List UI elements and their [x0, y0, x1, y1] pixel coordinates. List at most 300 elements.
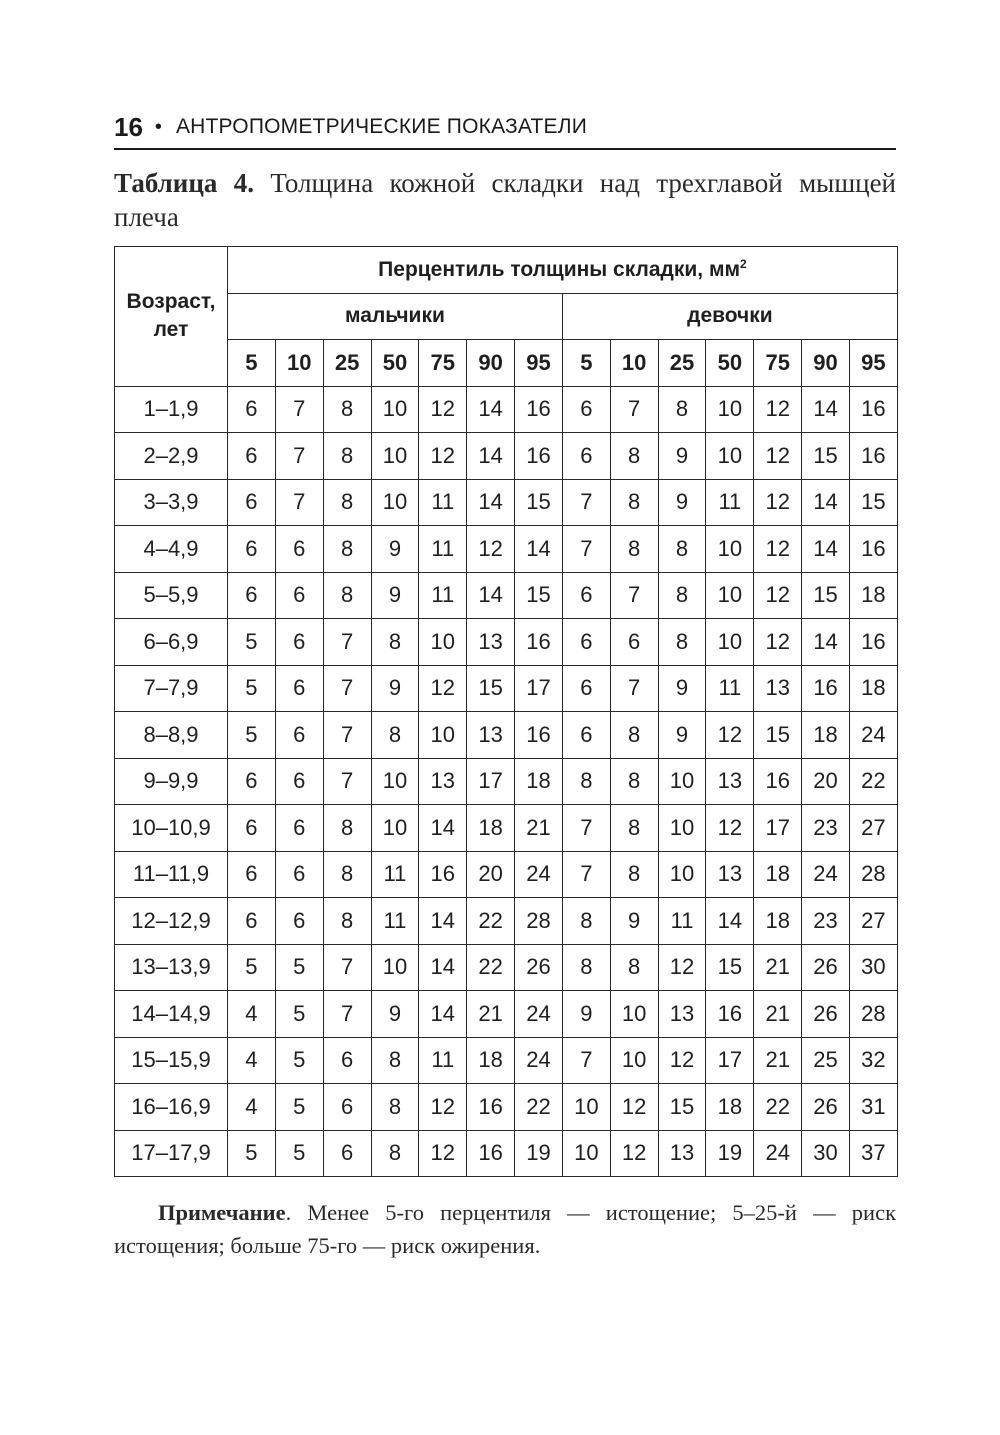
girls-value-cell: 12	[610, 1084, 658, 1131]
boys-value-cell: 16	[515, 386, 563, 433]
boys-value-cell: 6	[275, 665, 323, 712]
girls-value-cell: 11	[706, 479, 754, 526]
girls-value-cell: 16	[849, 433, 897, 480]
girls-value-cell: 12	[754, 479, 802, 526]
girls-value-cell: 13	[706, 758, 754, 805]
boys-value-cell: 6	[228, 898, 276, 945]
boys-value-cell: 18	[467, 805, 515, 852]
girls-value-cell: 21	[754, 944, 802, 991]
header-row-top	[115, 247, 898, 294]
boys-value-cell: 10	[371, 758, 419, 805]
age-cell: 9–9,9	[115, 758, 228, 805]
girls-value-cell: 8	[562, 758, 610, 805]
age-cell: 8–8,9	[115, 712, 228, 759]
boys-value-cell: 7	[323, 758, 371, 805]
boys-value-cell: 6	[228, 479, 276, 526]
girls-value-cell: 10	[706, 526, 754, 573]
boys-value-cell: 10	[371, 805, 419, 852]
percentile-header-text: Перцентиль толщины складки, мм	[378, 257, 741, 281]
table-row	[115, 1130, 898, 1177]
boys-value-cell: 11	[419, 526, 467, 573]
girls-value-cell: 11	[706, 665, 754, 712]
skinfold-table	[114, 246, 898, 1177]
girls-value-cell: 15	[849, 479, 897, 526]
girls-value-cell: 13	[658, 991, 706, 1038]
percentile-col-header: 75	[754, 340, 802, 387]
header-row-percentiles	[115, 340, 898, 387]
girls-value-cell: 8	[562, 898, 610, 945]
age-cell: 6–6,9	[115, 619, 228, 666]
girls-value-cell: 21	[754, 1037, 802, 1084]
girls-value-cell: 9	[658, 712, 706, 759]
percentile-col-header: 90	[467, 340, 515, 387]
girls-value-cell: 8	[610, 805, 658, 852]
girls-value-cell: 12	[754, 433, 802, 480]
age-cell: 2–2,9	[115, 433, 228, 480]
girls-value-cell: 6	[562, 433, 610, 480]
girls-value-cell: 16	[706, 991, 754, 1038]
girls-value-cell: 16	[849, 619, 897, 666]
table-caption-label: Таблица 4.	[114, 168, 255, 198]
percentile-col-header: 5	[228, 340, 276, 387]
boys-value-cell: 8	[323, 386, 371, 433]
boys-value-cell: 21	[515, 805, 563, 852]
girls-value-cell: 6	[562, 712, 610, 759]
girls-value-cell: 8	[658, 619, 706, 666]
boys-value-cell: 14	[419, 991, 467, 1038]
running-head	[114, 112, 896, 150]
girls-value-cell: 7	[562, 805, 610, 852]
boys-value-cell: 11	[419, 572, 467, 619]
boys-value-cell: 10	[371, 479, 419, 526]
girls-value-cell: 7	[610, 386, 658, 433]
boys-value-cell: 16	[467, 1084, 515, 1131]
girls-value-cell: 8	[610, 758, 658, 805]
boys-value-cell: 7	[323, 619, 371, 666]
boys-value-cell: 9	[371, 572, 419, 619]
boys-value-cell: 6	[228, 526, 276, 573]
boys-value-cell: 6	[228, 805, 276, 852]
boys-value-cell: 24	[515, 851, 563, 898]
girls-value-cell: 13	[706, 851, 754, 898]
boys-value-cell: 7	[323, 665, 371, 712]
girls-value-cell: 7	[562, 1037, 610, 1084]
boys-value-cell: 15	[467, 665, 515, 712]
table-row	[115, 898, 898, 945]
section-title: АНТРОПОМЕТРИЧЕСКИЕ ПОКАЗАТЕЛИ	[175, 115, 588, 138]
percentile-header	[228, 247, 898, 294]
boys-value-cell: 16	[515, 619, 563, 666]
boys-value-cell: 9	[371, 665, 419, 712]
girls-value-cell: 17	[706, 1037, 754, 1084]
girls-value-cell: 16	[802, 665, 850, 712]
boys-value-cell: 6	[275, 712, 323, 759]
boys-value-cell: 10	[419, 712, 467, 759]
girls-value-cell: 15	[754, 712, 802, 759]
boys-value-cell: 11	[371, 898, 419, 945]
boys-value-cell: 22	[467, 898, 515, 945]
boys-value-cell: 7	[275, 433, 323, 480]
percentile-col-header: 25	[658, 340, 706, 387]
girls-value-cell: 8	[610, 851, 658, 898]
girls-value-cell: 10	[706, 572, 754, 619]
boys-value-cell: 12	[419, 1130, 467, 1177]
girls-value-cell: 8	[658, 386, 706, 433]
percentile-col-header: 95	[515, 340, 563, 387]
girls-value-cell: 15	[802, 572, 850, 619]
girls-value-cell: 6	[562, 572, 610, 619]
boys-value-cell: 7	[323, 944, 371, 991]
boys-value-cell: 8	[371, 619, 419, 666]
girls-value-cell: 8	[610, 944, 658, 991]
girls-value-cell: 11	[658, 898, 706, 945]
age-cell: 16–16,9	[115, 1084, 228, 1131]
boys-value-cell: 11	[419, 1037, 467, 1084]
percentile-col-header: 90	[802, 340, 850, 387]
table-row	[115, 944, 898, 991]
boys-value-cell: 13	[419, 758, 467, 805]
boys-value-cell: 16	[515, 433, 563, 480]
boys-value-cell: 17	[467, 758, 515, 805]
boys-value-cell: 8	[323, 805, 371, 852]
boys-value-cell: 5	[228, 665, 276, 712]
girls-value-cell: 32	[849, 1037, 897, 1084]
boys-value-cell: 4	[228, 991, 276, 1038]
age-cell: 17–17,9	[115, 1130, 228, 1177]
girls-value-cell: 26	[802, 991, 850, 1038]
boys-value-cell: 14	[467, 433, 515, 480]
boys-value-cell: 16	[515, 712, 563, 759]
girls-value-cell: 7	[562, 479, 610, 526]
boys-value-cell: 14	[467, 479, 515, 526]
girls-value-cell: 15	[706, 944, 754, 991]
girls-value-cell: 16	[849, 386, 897, 433]
girls-value-cell: 16	[754, 758, 802, 805]
girls-value-cell: 8	[658, 526, 706, 573]
girls-value-cell: 18	[849, 572, 897, 619]
table-row	[115, 386, 898, 433]
girls-value-cell: 8	[562, 944, 610, 991]
boys-value-cell: 6	[323, 1037, 371, 1084]
girls-value-cell: 12	[658, 944, 706, 991]
girls-value-cell: 18	[754, 851, 802, 898]
girls-value-cell: 12	[754, 572, 802, 619]
boys-value-cell: 14	[419, 805, 467, 852]
boys-value-cell: 14	[419, 944, 467, 991]
table-row	[115, 433, 898, 480]
boys-value-cell: 10	[371, 386, 419, 433]
age-cell: 15–15,9	[115, 1037, 228, 1084]
table-row	[115, 526, 898, 573]
age-cell: 12–12,9	[115, 898, 228, 945]
boys-value-cell: 8	[323, 526, 371, 573]
age-cell: 14–14,9	[115, 991, 228, 1038]
table-row	[115, 1084, 898, 1131]
boys-value-cell: 14	[467, 386, 515, 433]
percentile-col-header: 50	[706, 340, 754, 387]
boys-value-cell: 8	[371, 712, 419, 759]
percentile-col-header: 25	[323, 340, 371, 387]
boys-value-cell: 17	[515, 665, 563, 712]
boys-value-cell: 5	[228, 712, 276, 759]
girls-value-cell: 7	[610, 572, 658, 619]
table-caption-text: Толщина кожной складки над трехглавой мышцей плеча	[114, 168, 896, 232]
table-row	[115, 479, 898, 526]
age-cell: 10–10,9	[115, 805, 228, 852]
girls-value-cell: 9	[562, 991, 610, 1038]
boys-value-cell: 12	[419, 1084, 467, 1131]
girls-value-cell: 22	[849, 758, 897, 805]
page-number: 16	[114, 112, 143, 142]
girls-value-cell: 8	[658, 572, 706, 619]
girls-value-cell: 10	[562, 1084, 610, 1131]
girls-value-cell: 10	[706, 619, 754, 666]
girls-value-cell: 24	[849, 712, 897, 759]
boys-value-cell: 22	[515, 1084, 563, 1131]
girls-value-cell: 19	[706, 1130, 754, 1177]
girls-value-cell: 12	[754, 526, 802, 573]
girls-value-cell: 7	[562, 851, 610, 898]
girls-value-cell: 12	[706, 712, 754, 759]
age-column-header	[115, 247, 228, 387]
boys-value-cell: 4	[228, 1084, 276, 1131]
boys-value-cell: 8	[371, 1084, 419, 1131]
boys-value-cell: 7	[275, 479, 323, 526]
percentile-col-header: 75	[419, 340, 467, 387]
percentile-col-header: 10	[275, 340, 323, 387]
boys-value-cell: 16	[467, 1130, 515, 1177]
girls-value-cell: 30	[849, 944, 897, 991]
boys-value-cell: 9	[371, 526, 419, 573]
girls-value-cell: 18	[754, 898, 802, 945]
girls-value-cell: 21	[754, 991, 802, 1038]
boys-value-cell: 19	[515, 1130, 563, 1177]
boys-value-cell: 8	[371, 1037, 419, 1084]
boys-value-cell: 6	[228, 758, 276, 805]
boys-value-cell: 18	[467, 1037, 515, 1084]
girls-value-cell: 20	[802, 758, 850, 805]
girls-value-cell: 24	[802, 851, 850, 898]
boys-value-cell: 6	[275, 758, 323, 805]
girls-value-cell: 12	[706, 805, 754, 852]
boys-value-cell: 6	[228, 386, 276, 433]
girls-value-cell: 25	[802, 1037, 850, 1084]
girls-group-header: девочки	[562, 293, 897, 340]
girls-value-cell: 27	[849, 898, 897, 945]
girls-value-cell: 23	[802, 805, 850, 852]
boys-value-cell: 13	[467, 619, 515, 666]
girls-value-cell: 13	[754, 665, 802, 712]
boys-value-cell: 5	[275, 1084, 323, 1131]
table-row	[115, 1037, 898, 1084]
boys-value-cell: 10	[371, 944, 419, 991]
table-head	[115, 247, 898, 387]
boys-value-cell: 16	[419, 851, 467, 898]
boys-value-cell: 4	[228, 1037, 276, 1084]
girls-value-cell: 26	[802, 944, 850, 991]
girls-value-cell: 18	[802, 712, 850, 759]
age-cell: 3–3,9	[115, 479, 228, 526]
girls-value-cell: 18	[849, 665, 897, 712]
table-body	[115, 386, 898, 1177]
boys-value-cell: 7	[323, 991, 371, 1038]
girls-value-cell: 10	[658, 805, 706, 852]
girls-value-cell: 9	[610, 898, 658, 945]
girls-value-cell: 12	[658, 1037, 706, 1084]
boys-value-cell: 28	[515, 898, 563, 945]
boys-value-cell: 6	[275, 526, 323, 573]
girls-value-cell: 18	[706, 1084, 754, 1131]
girls-value-cell: 7	[610, 665, 658, 712]
girls-value-cell: 10	[610, 991, 658, 1038]
girls-value-cell: 14	[706, 898, 754, 945]
table-row	[115, 805, 898, 852]
girls-value-cell: 9	[658, 665, 706, 712]
girls-value-cell: 14	[802, 386, 850, 433]
boys-value-cell: 6	[323, 1084, 371, 1131]
percentile-header-sup: 2	[740, 256, 747, 271]
boys-value-cell: 9	[371, 991, 419, 1038]
girls-value-cell: 10	[658, 851, 706, 898]
girls-value-cell: 10	[658, 758, 706, 805]
table-row	[115, 665, 898, 712]
boys-value-cell: 14	[419, 898, 467, 945]
boys-value-cell: 12	[419, 433, 467, 480]
boys-value-cell: 6	[275, 898, 323, 945]
boys-value-cell: 5	[275, 1130, 323, 1177]
table-row	[115, 851, 898, 898]
girls-value-cell: 9	[658, 433, 706, 480]
girls-value-cell: 10	[610, 1037, 658, 1084]
girls-value-cell: 27	[849, 805, 897, 852]
boys-value-cell: 12	[419, 386, 467, 433]
boys-value-cell: 6	[275, 572, 323, 619]
girls-value-cell: 23	[802, 898, 850, 945]
age-header-line2: лет	[153, 318, 189, 342]
girls-value-cell: 31	[849, 1084, 897, 1131]
note-text: . Менее 5-го перцентиля — истощение; 5–25-й — риск истощения; больше 75-го — риск ожирения.	[114, 1200, 896, 1258]
boys-value-cell: 24	[515, 991, 563, 1038]
bullet-separator: •	[154, 116, 162, 138]
boys-value-cell: 7	[323, 712, 371, 759]
boys-value-cell: 5	[228, 619, 276, 666]
note-label: Примечание	[158, 1200, 286, 1225]
girls-value-cell: 15	[802, 433, 850, 480]
boys-value-cell: 8	[371, 1130, 419, 1177]
girls-value-cell: 8	[610, 433, 658, 480]
boys-value-cell: 12	[467, 526, 515, 573]
boys-value-cell: 11	[419, 479, 467, 526]
age-cell: 4–4,9	[115, 526, 228, 573]
boys-value-cell: 5	[275, 991, 323, 1038]
boys-value-cell: 6	[275, 851, 323, 898]
girls-value-cell: 7	[562, 526, 610, 573]
percentile-col-header: 10	[610, 340, 658, 387]
boys-value-cell: 10	[419, 619, 467, 666]
boys-value-cell: 20	[467, 851, 515, 898]
boys-value-cell: 8	[323, 433, 371, 480]
girls-value-cell: 14	[802, 479, 850, 526]
girls-value-cell: 12	[754, 386, 802, 433]
boys-value-cell: 15	[515, 479, 563, 526]
table-note	[114, 1196, 896, 1262]
age-cell: 1–1,9	[115, 386, 228, 433]
boys-value-cell: 11	[371, 851, 419, 898]
girls-value-cell: 10	[562, 1130, 610, 1177]
age-cell: 7–7,9	[115, 665, 228, 712]
boys-value-cell: 12	[419, 665, 467, 712]
girls-value-cell: 8	[610, 712, 658, 759]
table-row	[115, 758, 898, 805]
boys-value-cell: 6	[228, 851, 276, 898]
boys-value-cell: 13	[467, 712, 515, 759]
boys-value-cell: 10	[371, 433, 419, 480]
boys-value-cell: 8	[323, 851, 371, 898]
boys-value-cell: 5	[228, 944, 276, 991]
girls-value-cell: 15	[658, 1084, 706, 1131]
header-row-groups	[115, 293, 898, 340]
girls-value-cell: 37	[849, 1130, 897, 1177]
girls-value-cell: 13	[658, 1130, 706, 1177]
percentile-col-header: 5	[562, 340, 610, 387]
girls-value-cell: 22	[754, 1084, 802, 1131]
girls-value-cell: 6	[610, 619, 658, 666]
girls-value-cell: 6	[562, 619, 610, 666]
girls-value-cell: 24	[754, 1130, 802, 1177]
girls-value-cell: 12	[754, 619, 802, 666]
age-cell: 11–11,9	[115, 851, 228, 898]
boys-value-cell: 6	[275, 619, 323, 666]
girls-value-cell: 10	[706, 433, 754, 480]
boys-value-cell: 8	[323, 898, 371, 945]
table-row	[115, 619, 898, 666]
boys-value-cell: 6	[228, 433, 276, 480]
age-cell: 5–5,9	[115, 572, 228, 619]
boys-value-cell: 21	[467, 991, 515, 1038]
boys-group-header: мальчики	[228, 293, 563, 340]
boys-value-cell: 6	[228, 572, 276, 619]
girls-value-cell: 17	[754, 805, 802, 852]
boys-value-cell: 6	[275, 805, 323, 852]
boys-value-cell: 8	[323, 479, 371, 526]
girls-value-cell: 28	[849, 851, 897, 898]
table-row	[115, 572, 898, 619]
table-row	[115, 712, 898, 759]
boys-value-cell: 14	[467, 572, 515, 619]
girls-value-cell: 6	[562, 665, 610, 712]
table-caption	[114, 166, 896, 234]
girls-value-cell: 16	[849, 526, 897, 573]
girls-value-cell: 8	[610, 479, 658, 526]
girls-value-cell: 14	[802, 526, 850, 573]
boys-value-cell: 5	[275, 1037, 323, 1084]
boys-value-cell: 8	[323, 572, 371, 619]
girls-value-cell: 28	[849, 991, 897, 1038]
girls-value-cell: 9	[658, 479, 706, 526]
boys-value-cell: 18	[515, 758, 563, 805]
girls-value-cell: 12	[610, 1130, 658, 1177]
age-header-line1: Возраст,	[126, 290, 216, 314]
boys-value-cell: 6	[323, 1130, 371, 1177]
girls-value-cell: 8	[610, 526, 658, 573]
girls-value-cell: 6	[562, 386, 610, 433]
girls-value-cell: 10	[706, 386, 754, 433]
boys-value-cell: 15	[515, 572, 563, 619]
girls-value-cell: 26	[802, 1084, 850, 1131]
boys-value-cell: 14	[515, 526, 563, 573]
table-row	[115, 991, 898, 1038]
girls-value-cell: 30	[802, 1130, 850, 1177]
